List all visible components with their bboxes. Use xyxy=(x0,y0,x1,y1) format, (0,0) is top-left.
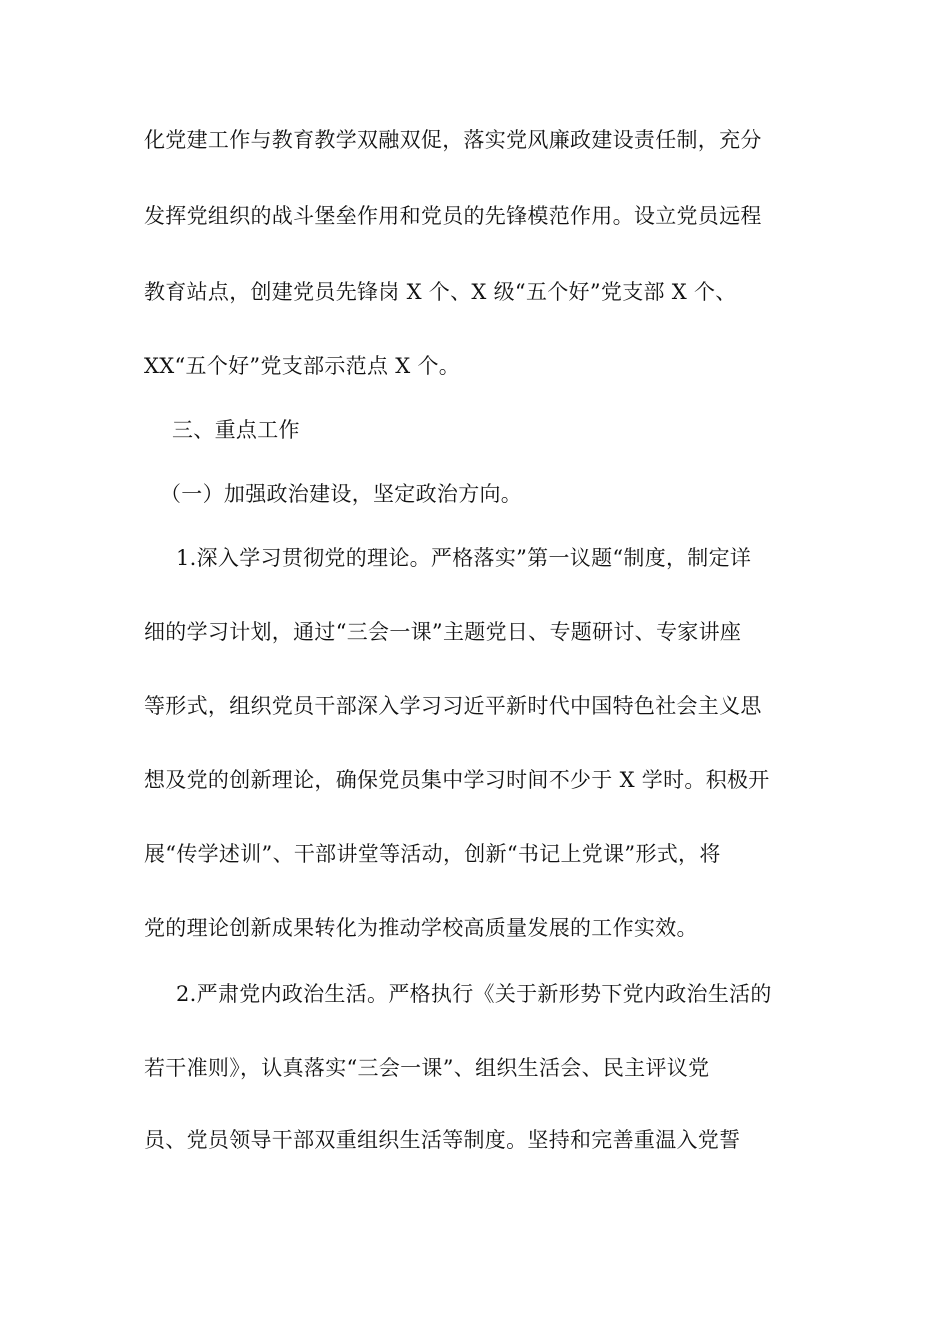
paragraph-line: XX“五个好”党支部示范点 X 个。 xyxy=(144,354,461,378)
paragraph-line: 化党建工作与教育教学双融双促，落实党风廉政建设责任制，充分 xyxy=(144,128,762,152)
section-heading: 三、重点工作 xyxy=(172,418,300,442)
paragraph-line: 细的学习计划，通过“三会一课”主题党日、专题研讨、专家讲座 xyxy=(144,620,742,644)
paragraph-line: 若干准则》，认真落实“三会一课”、组织生活会、民主评议党 xyxy=(144,1056,710,1080)
paragraph-line: 展“传学述训”、干部讲堂等活动，创新“书记上党课”形式，将 xyxy=(144,842,721,866)
paragraph-line: 1.深入学习贯彻党的理论。严格落实”第一议题“制度，制定详 xyxy=(176,546,752,570)
paragraph-line: 想及党的创新理论，确保党员集中学习时间不少于 X 学时。积极开 xyxy=(144,768,770,792)
paragraph-line: 员、党员领导干部双重组织生活等制度。坚持和完善重温入党誓 xyxy=(144,1128,741,1152)
subsection-heading: （一）加强政治建设，坚定政治方向。 xyxy=(160,482,523,506)
paragraph-line: 党的理论创新成果转化为推动学校高质量发展的工作实效。 xyxy=(144,916,698,940)
paragraph-line: 2.严肃党内政治生活。严格执行《关于新形势下党内政治生活的 xyxy=(176,982,772,1006)
paragraph-line: 等形式，组织党员干部深入学习习近平新时代中国特色社会主义思 xyxy=(144,694,762,718)
paragraph-line: 教育站点，创建党员先锋岗 X 个、X 级“五个好”党支部 X 个、 xyxy=(144,280,737,304)
paragraph-line: 发挥党组织的战斗堡垒作用和党员的先锋模范作用。设立党员远程 xyxy=(144,204,762,228)
